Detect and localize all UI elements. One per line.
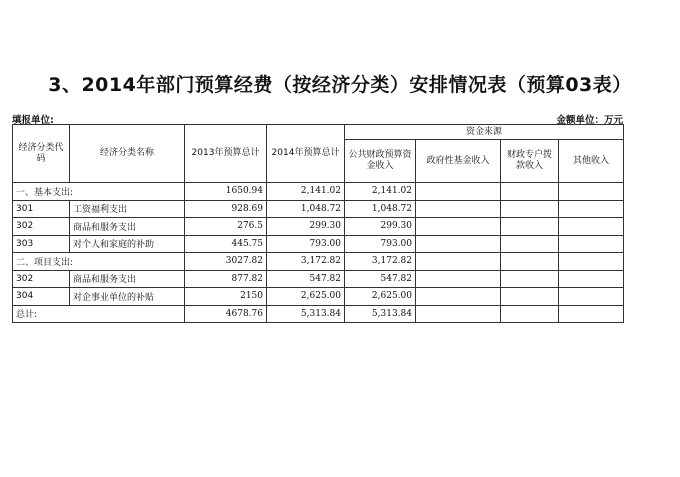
row-gov-fund <box>416 183 501 201</box>
row-total-2014: 1,048.72 <box>267 200 345 218</box>
row-fiscal-special <box>501 235 559 253</box>
header-source: 资金来源 <box>345 125 624 140</box>
row-public-fiscal: 793.00 <box>345 235 416 253</box>
row-gov-fund <box>416 253 501 271</box>
table-row <box>13 288 624 306</box>
filler-label: 填报单位: <box>12 115 54 126</box>
row-code: 302 <box>13 270 70 288</box>
row-other <box>559 200 624 218</box>
row-total-2013: 3027.82 <box>185 253 267 271</box>
row-code: 302 <box>13 218 70 236</box>
table-row <box>13 218 624 236</box>
row-total-2014: 5,313.84 <box>267 305 345 323</box>
row-code: 303 <box>13 235 70 253</box>
row-name: 对个人和家庭的补助 <box>70 235 185 253</box>
row-name: 对企事业单位的补贴 <box>70 288 185 306</box>
row-section-label: 一、基本支出: <box>13 183 185 201</box>
row-gov-fund <box>416 270 501 288</box>
row-total-2013: 928.69 <box>185 200 267 218</box>
row-other <box>559 235 624 253</box>
row-name: 工资福利支出 <box>70 200 185 218</box>
row-name: 商品和服务支出 <box>70 270 185 288</box>
row-total-2014: 2,141.02 <box>267 183 345 201</box>
row-section-label: 二、项目支出: <box>13 253 185 271</box>
header-code: 经济分类代码 <box>13 125 70 183</box>
row-total-2013: 877.82 <box>185 270 267 288</box>
row-total-2014: 3,172.82 <box>267 253 345 271</box>
row-gov-fund <box>416 218 501 236</box>
row-public-fiscal: 3,172.82 <box>345 253 416 271</box>
row-fiscal-special <box>501 253 559 271</box>
row-other <box>559 288 624 306</box>
row-total-2014: 547.82 <box>267 270 345 288</box>
row-total-2013: 445.75 <box>185 235 267 253</box>
row-total-2013: 2150 <box>185 288 267 306</box>
table-row <box>13 253 624 271</box>
row-other <box>559 253 624 271</box>
row-gov-fund <box>416 288 501 306</box>
row-total-2014: 793.00 <box>267 235 345 253</box>
row-section-label: 总计: <box>13 305 185 323</box>
table-row <box>13 200 624 218</box>
header-public-fiscal: 公共财政预算资金收入 <box>345 140 416 183</box>
row-total-2013: 276.5 <box>185 218 267 236</box>
row-fiscal-special <box>501 288 559 306</box>
row-other <box>559 305 624 323</box>
table-row <box>13 270 624 288</box>
row-total-2013: 1650.94 <box>185 183 267 201</box>
header-name: 经济分类名称 <box>70 125 185 183</box>
row-other <box>559 218 624 236</box>
row-gov-fund <box>416 305 501 323</box>
row-other <box>559 183 624 201</box>
header-fiscal-special: 财政专户拨款收入 <box>501 140 559 183</box>
header-total-2014: 2014年预算总计 <box>267 125 345 183</box>
header-other: 其他收入 <box>559 140 624 183</box>
row-fiscal-special <box>501 305 559 323</box>
row-public-fiscal: 2,625.00 <box>345 288 416 306</box>
row-gov-fund <box>416 200 501 218</box>
row-total-2013: 4678.76 <box>185 305 267 323</box>
row-public-fiscal: 5,313.84 <box>345 305 416 323</box>
row-public-fiscal: 547.82 <box>345 270 416 288</box>
table-body <box>13 183 624 323</box>
table-row <box>13 235 624 253</box>
row-other <box>559 270 624 288</box>
table-row <box>13 305 624 323</box>
table-row <box>13 183 624 201</box>
row-fiscal-special <box>501 270 559 288</box>
unit-label: 金额单位：万元 <box>556 115 623 126</box>
budget-table <box>12 124 624 323</box>
row-fiscal-special <box>501 183 559 201</box>
row-public-fiscal: 299.30 <box>345 218 416 236</box>
row-total-2014: 299.30 <box>267 218 345 236</box>
row-public-fiscal: 2,141.02 <box>345 183 416 201</box>
row-code: 301 <box>13 200 70 218</box>
row-fiscal-special <box>501 218 559 236</box>
document-title: 3、2014年部门预算经费（按经济分类）安排情况表（预算03表） <box>48 74 632 96</box>
row-total-2014: 2,625.00 <box>267 288 345 306</box>
header-total-2013: 2013年预算总计 <box>185 125 267 183</box>
row-fiscal-special <box>501 200 559 218</box>
header-gov-fund: 政府性基金收入 <box>416 140 501 183</box>
row-public-fiscal: 1,048.72 <box>345 200 416 218</box>
row-gov-fund <box>416 235 501 253</box>
row-code: 304 <box>13 288 70 306</box>
row-name: 商品和服务支出 <box>70 218 185 236</box>
